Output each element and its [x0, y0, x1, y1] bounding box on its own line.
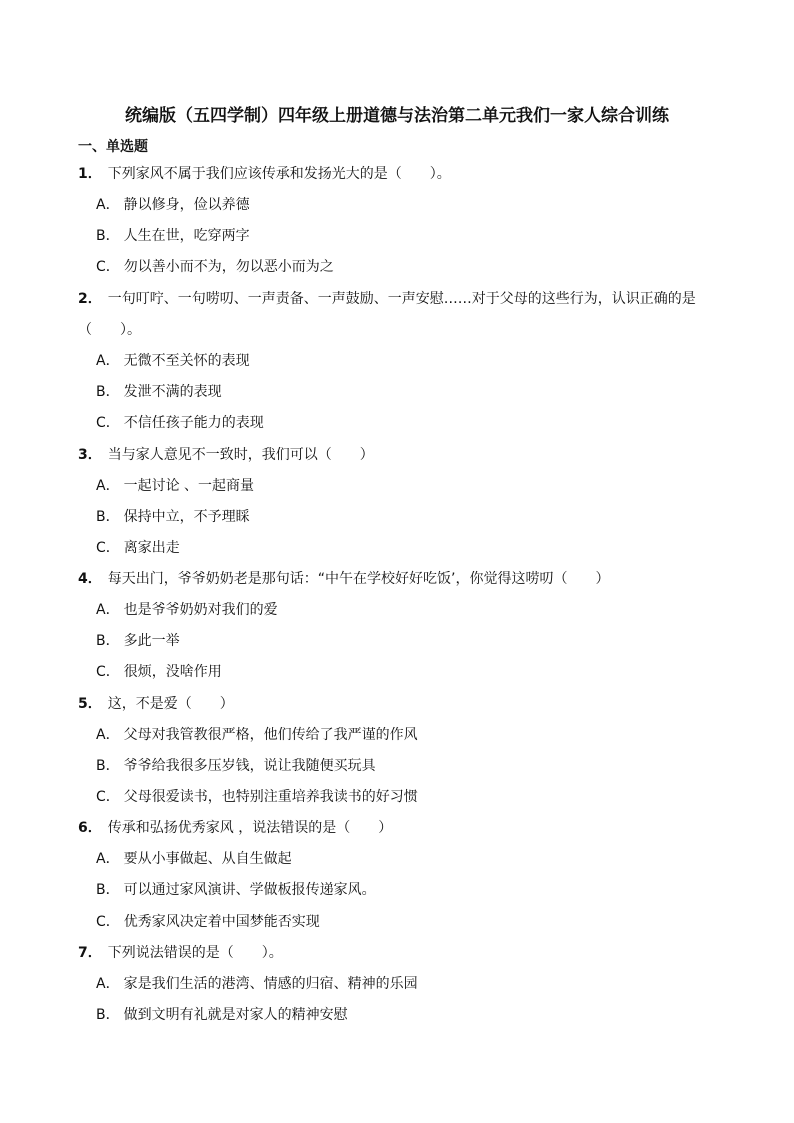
- question-6-option-c: [96, 912, 320, 932]
- option-text: 人生在世，吃穿两字: [123, 228, 250, 244]
- question-4-option-c: [96, 662, 222, 682]
- question-text: 当与家人意见不一致时，我们可以（ ）: [107, 447, 374, 463]
- option-text: 静以修身，俭以养德: [123, 197, 250, 213]
- option-text: 做到文明有礼就是对家人的精神安慰: [123, 1007, 348, 1023]
- document-title: 统编版（五四学制）四年级上册道德与法治第二单元我们一家人综合训练: [125, 106, 669, 126]
- option-letter: C．: [96, 259, 120, 275]
- option-text: 一起讨论 、一起商量: [123, 478, 255, 494]
- option-text: 父母对我管教很严格，他们传给了我严谨的作风: [123, 727, 418, 743]
- question-text: 传承和弘扬优秀家风 ，说法错误的是（ ）: [107, 820, 393, 836]
- option-text: 也是爷爷奶奶对我们的爱: [123, 602, 278, 618]
- option-text: 可以通过家风演讲、学做板报传递家风。: [123, 882, 376, 898]
- question-number: 5．: [78, 696, 102, 712]
- question-text: 这，不是爱（ ）: [107, 696, 234, 712]
- option-letter: B．: [96, 1007, 120, 1023]
- option-text: 多此一举: [123, 633, 180, 649]
- question-2-option-c: [96, 413, 264, 433]
- option-letter: C．: [96, 914, 120, 930]
- option-text: 离家出走: [123, 540, 180, 556]
- question-3-option-c: [96, 538, 180, 558]
- question-5-option-b: [96, 756, 376, 776]
- question-7-option-b: [96, 1005, 348, 1025]
- option-letter: A．: [96, 478, 120, 494]
- option-letter: C．: [96, 789, 120, 805]
- question-7-option-a: [96, 974, 418, 994]
- question-2-option-b: [96, 382, 222, 402]
- option-text: 要从小事做起、从自生做起: [123, 851, 292, 867]
- option-letter: A．: [96, 602, 120, 618]
- option-letter: A．: [96, 976, 120, 992]
- option-letter: B．: [96, 228, 120, 244]
- question-number: 7．: [78, 945, 102, 961]
- question-1-option-a: [96, 195, 250, 215]
- question-2: [78, 289, 696, 309]
- option-text: 很烦，没啥作用: [123, 664, 222, 680]
- question-6: [78, 818, 392, 838]
- question-5-option-c: [96, 787, 418, 807]
- question-number: 6．: [78, 820, 102, 836]
- question-6-option-a: [96, 849, 292, 869]
- question-4-option-b: [96, 631, 180, 651]
- question-number: 3．: [78, 447, 102, 463]
- option-letter: B．: [96, 509, 120, 525]
- option-text: 爷爷给我很多压岁钱，说让我随便买玩具: [123, 758, 376, 774]
- question-3: [78, 445, 374, 465]
- option-letter: B．: [96, 758, 120, 774]
- question-3-option-a: [96, 476, 254, 496]
- question-5: [78, 694, 234, 714]
- question-3-option-b: [96, 507, 250, 527]
- question-text: 下列家风不属于我们应该传承和发扬光大的是（ ）。: [107, 166, 451, 182]
- option-text: 父母很爱读书，也特别注重培养我读书的好习惯: [123, 789, 418, 805]
- question-text: 下列说法错误的是（ ）。: [107, 945, 283, 961]
- question-6-option-b: [96, 880, 376, 900]
- question-7: [78, 943, 283, 963]
- option-text: 无微不至关怀的表现: [123, 353, 250, 369]
- question-text: 每天出门，爷爷奶奶老是那句话：“中午在学校好好吃饭’，你觉得这唠叨（ ）: [107, 571, 610, 587]
- option-letter: A．: [96, 353, 120, 369]
- option-letter: C．: [96, 415, 120, 431]
- question-2-option-a: [96, 351, 250, 371]
- option-letter: A．: [96, 851, 120, 867]
- option-letter: B．: [96, 882, 120, 898]
- question-1-option-b: [96, 226, 250, 246]
- question-1-option-c: [96, 257, 334, 277]
- question-number: 1．: [78, 166, 102, 182]
- question-4-option-a: [96, 600, 278, 620]
- option-text: 发泄不满的表现: [123, 384, 222, 400]
- question-5-option-a: [96, 725, 418, 745]
- option-letter: C．: [96, 664, 120, 680]
- option-letter: B．: [96, 633, 120, 649]
- option-letter: A．: [96, 727, 120, 743]
- question-1: [78, 164, 451, 184]
- question-2-continuation: （ ）。: [78, 322, 141, 338]
- option-text: 不信任孩子能力的表现: [123, 415, 264, 431]
- option-text: 家是我们生活的港湾、情感的归宿、精神的乐园: [123, 976, 418, 992]
- option-letter: B．: [96, 384, 120, 400]
- option-letter: A．: [96, 197, 120, 213]
- option-text: 优秀家风决定着中国梦能否实现: [123, 914, 320, 930]
- section-heading: 一、单选题: [78, 139, 148, 155]
- option-text: 勿以善小而不为，勿以恶小而为之: [123, 259, 334, 275]
- option-text: 保持中立，不予理睬: [123, 509, 250, 525]
- question-number: 2．: [78, 291, 102, 307]
- question-text: 一句叮咛、一句唠叨、一声责备、一声鼓励、一声安慰……对于父母的这些行为，认识正确的是: [107, 291, 696, 307]
- option-letter: C．: [96, 540, 120, 556]
- question-4: [78, 569, 609, 589]
- question-number: 4．: [78, 571, 102, 587]
